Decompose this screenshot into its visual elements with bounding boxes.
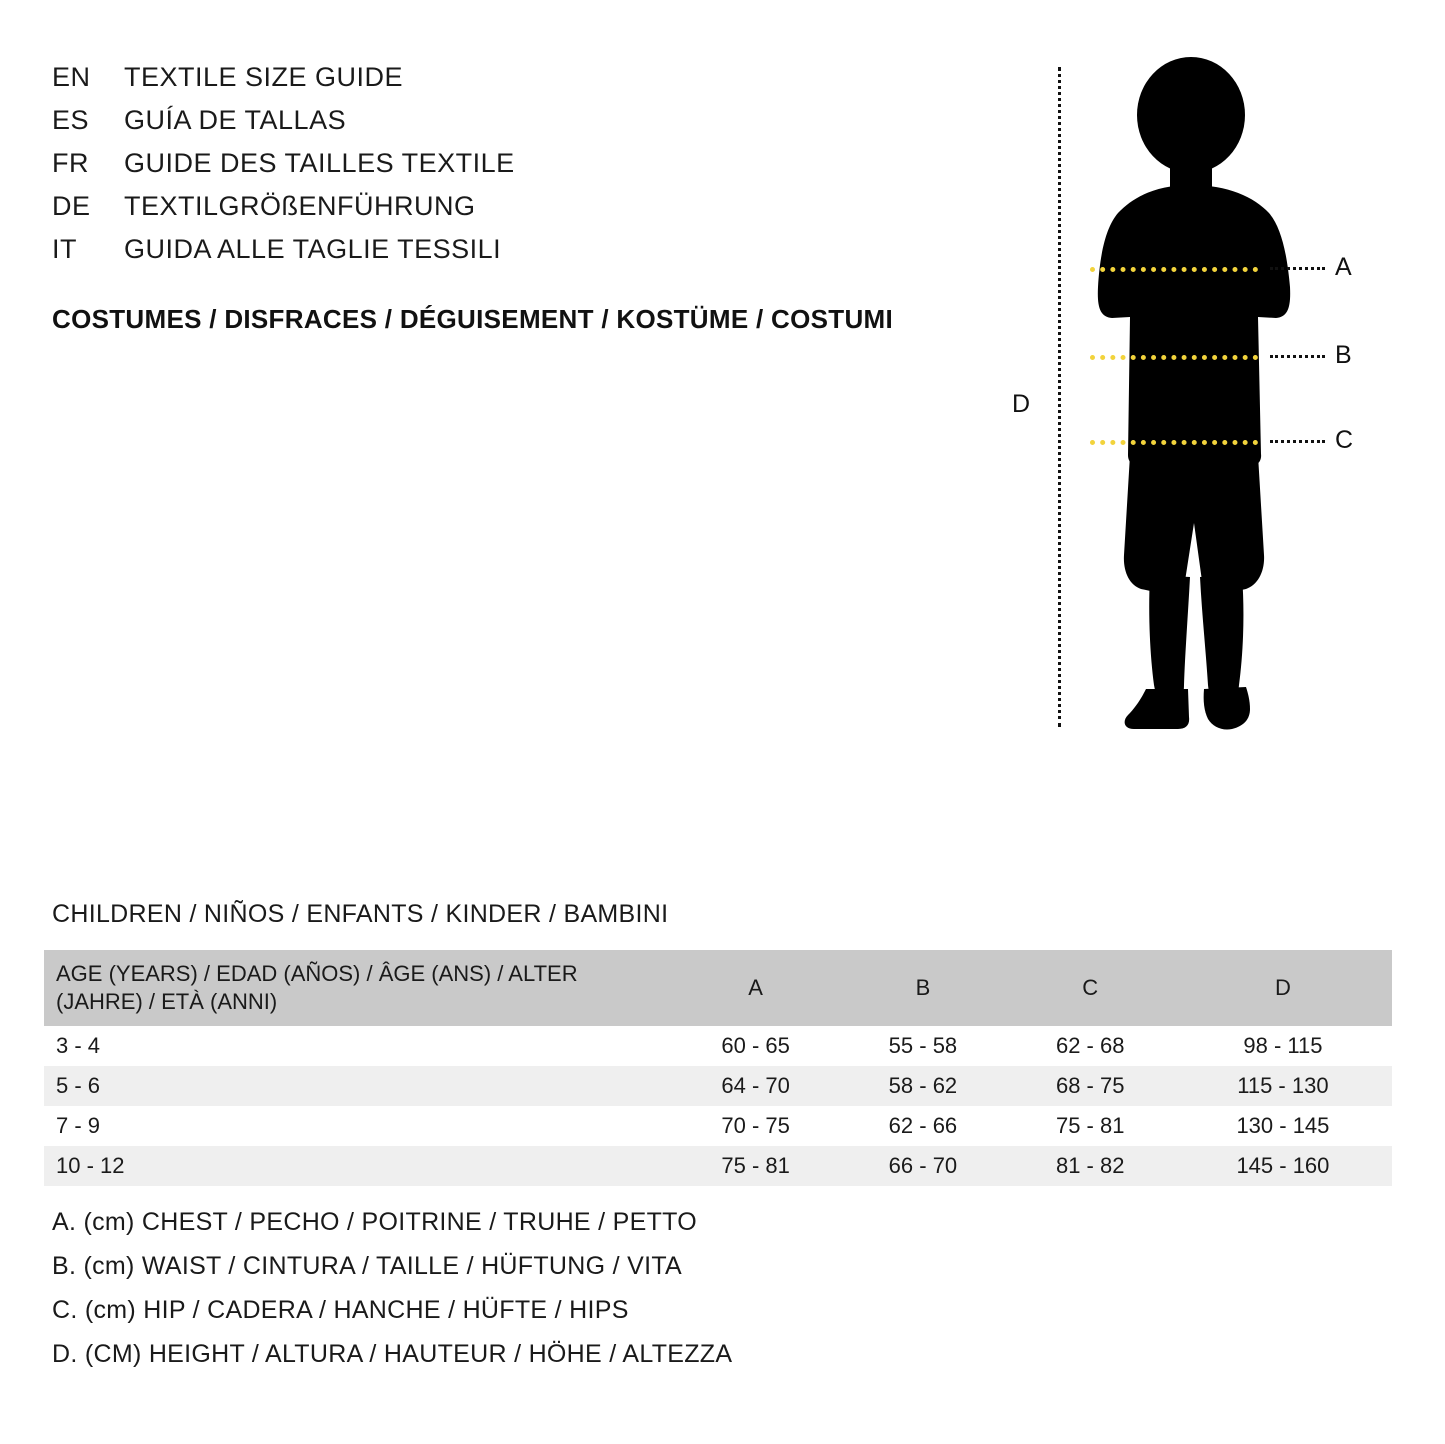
column-header-c: C	[1007, 950, 1174, 1026]
height-reference-line	[1058, 67, 1061, 727]
table-row	[44, 1146, 1392, 1186]
language-row	[52, 148, 1012, 191]
language-title: GUIDA ALLE TAGLIE TESSILI	[124, 234, 502, 264]
chest-leader-line	[1270, 267, 1325, 270]
cell-chest: 75 - 81	[672, 1146, 839, 1186]
size-table	[44, 950, 1392, 1186]
legend-item-d: D. (CM) HEIGHT / ALTURA / HAUTEUR / HÖHE / ALTEZZA	[52, 1340, 733, 1368]
cell-hip: 68 - 75	[1007, 1066, 1174, 1106]
cell-hip: 75 - 81	[1007, 1106, 1174, 1146]
hip-leader-line	[1270, 440, 1325, 443]
cell-age: 3 - 4	[44, 1026, 672, 1066]
column-header-a: A	[672, 950, 839, 1026]
cell-waist: 58 - 62	[839, 1066, 1006, 1106]
legend-item-c: C. (cm) HIP / CADERA / HANCHE / HÜFTE / HIPS	[52, 1296, 629, 1324]
language-code: ES	[52, 105, 90, 135]
cell-age: 5 - 6	[44, 1066, 672, 1106]
waist-leader-line	[1270, 355, 1325, 358]
language-row	[52, 62, 1012, 105]
language-title: TEXTILE SIZE GUIDE	[124, 62, 404, 92]
cell-height: 130 - 145	[1174, 1106, 1392, 1146]
column-header-d: D	[1174, 950, 1392, 1026]
language-title: TEXTILGRÖßENFÜHRUNG	[124, 191, 476, 221]
cell-chest: 70 - 75	[672, 1106, 839, 1146]
cell-height: 145 - 160	[1174, 1146, 1392, 1186]
column-header-b: B	[839, 950, 1006, 1026]
language-row	[52, 105, 1012, 148]
language-title: GUIDE DES TAILLES TEXTILE	[124, 148, 515, 178]
chest-measure-line	[1090, 267, 1258, 272]
table-row	[44, 1066, 1392, 1106]
cell-chest: 64 - 70	[672, 1066, 839, 1106]
language-header	[52, 62, 1012, 335]
language-code: IT	[52, 234, 77, 264]
cell-waist: 55 - 58	[839, 1026, 1006, 1066]
language-code: DE	[52, 191, 91, 221]
cell-chest: 60 - 65	[672, 1026, 839, 1066]
table-row	[44, 1026, 1392, 1066]
column-header-age: AGE (YEARS) / EDAD (AÑOS) / ÂGE (ANS) / ALTER (JAHRE) / ETÀ (ANNI)	[44, 950, 672, 1026]
language-code: FR	[52, 148, 89, 178]
diagram-label-b: B	[1335, 341, 1352, 369]
cell-age: 10 - 12	[44, 1146, 672, 1186]
language-code: EN	[52, 62, 91, 92]
language-row	[52, 234, 1012, 277]
legend-item-b: B. (cm) WAIST / CINTURA / TAILLE / HÜFTUNG / VITA	[52, 1252, 683, 1280]
child-silhouette-icon	[1078, 55, 1308, 735]
cell-hip: 81 - 82	[1007, 1146, 1174, 1186]
cell-height: 98 - 115	[1174, 1026, 1392, 1066]
measurement-legend	[52, 1200, 1052, 1376]
cell-height: 115 - 130	[1174, 1066, 1392, 1106]
language-title: GUÍA DE TALLAS	[124, 105, 347, 135]
cell-age: 7 - 9	[44, 1106, 672, 1146]
cell-waist: 66 - 70	[839, 1146, 1006, 1186]
language-row	[52, 191, 1012, 234]
diagram-label-c: C	[1335, 426, 1354, 454]
legend-item-a: A. (cm) CHEST / PECHO / POITRINE / TRUHE / PETTO	[52, 1208, 698, 1236]
measurement-diagram	[990, 55, 1410, 735]
table-header-row	[44, 950, 1392, 1026]
cell-waist: 62 - 66	[839, 1106, 1006, 1146]
diagram-label-a: A	[1335, 253, 1352, 281]
costumes-subtitle: COSTUMES / DISFRACES / DÉGUISEMENT / KOSTÜME / COSTUMI	[52, 304, 894, 334]
cell-hip: 62 - 68	[1007, 1026, 1174, 1066]
waist-measure-line	[1090, 355, 1258, 360]
diagram-label-d: D	[1012, 390, 1031, 418]
table-row	[44, 1106, 1392, 1146]
table-title: CHILDREN / NIÑOS / ENFANTS / KINDER / BAMBINI	[52, 900, 669, 928]
hip-measure-line	[1090, 440, 1258, 445]
